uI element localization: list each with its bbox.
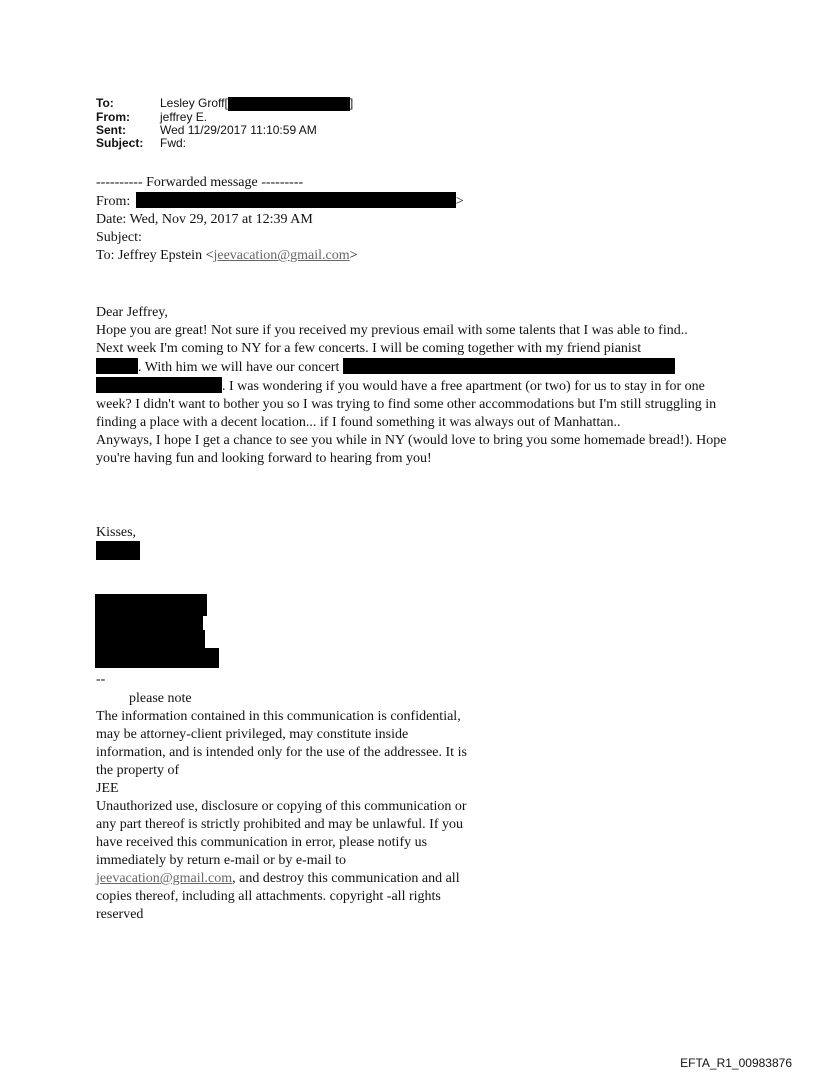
redaction-bar bbox=[96, 358, 138, 374]
disclaimer-email-link[interactable]: jeevacation@gmail.com bbox=[96, 871, 233, 886]
disclaimer-text-3: , and destroy this communication and all copies thereof, including all attachments. copyright -all rights reserved bbox=[96, 871, 460, 922]
redaction-bar bbox=[228, 97, 350, 111]
header-sent-value: Wed 11/29/2017 11:10:59 AM bbox=[160, 123, 317, 137]
message-greeting: Dear Jeffrey, bbox=[96, 305, 168, 320]
forwarded-to-prefix: To: Jeffrey Epstein < bbox=[96, 248, 214, 263]
disclaimer-text-2: Unauthorized use, disclosure or copying of this communication or any part thereof is strictly prohibited and may be unlawful. If you have received this communication in error, please notify us immediately by return e-mail or by e-mail to bbox=[96, 799, 467, 868]
header-subject-value: Fwd: bbox=[160, 136, 187, 150]
forwarded-to-email-link[interactable]: jeevacation@gmail.com bbox=[213, 248, 350, 263]
forwarded-date: Date: Wed, Nov 29, 2017 at 12:39 AM bbox=[96, 212, 313, 227]
forwarded-from-close: > bbox=[455, 194, 464, 209]
message-paragraph-2-part-c: . I was wondering if you would have a free apartment (or two) for us to stay in for one week? I didn't want to bother you so I was trying to find some other accommodations but I'm still struggling in finding a place with a decent location... if I found something it was always out of Manhattan.. bbox=[96, 379, 717, 430]
message-paragraph-2 bbox=[96, 340, 736, 432]
forwarded-banner: ---------- Forwarded message --------- bbox=[96, 175, 304, 190]
header-to-value: Lesley Groff[ bbox=[160, 96, 228, 110]
signature-block-redaction bbox=[95, 630, 205, 650]
legal-disclaimer bbox=[96, 708, 476, 924]
forwarded-to-row bbox=[96, 247, 464, 265]
header-from-value: jeffrey E. bbox=[160, 110, 208, 124]
disclaimer-owner: JEE bbox=[96, 781, 119, 796]
message-body bbox=[96, 304, 736, 468]
header-subject-label: Subject: bbox=[96, 136, 144, 150]
message-paragraph-2-part-a: Next week I'm coming to NY for a few concerts. I will be coming together with my friend pianist bbox=[96, 341, 642, 356]
redaction-bar bbox=[136, 192, 456, 208]
header-subject-row bbox=[96, 137, 353, 150]
forwarded-to-suffix: > bbox=[349, 248, 358, 263]
redaction-bar bbox=[343, 358, 675, 374]
message-paragraph-2-part-b: . With him we will have our concert bbox=[138, 360, 340, 375]
header-sent-label: Sent: bbox=[96, 123, 126, 137]
header-to-label: To: bbox=[96, 96, 114, 110]
document-id: EFTA_R1_00983876 bbox=[680, 1056, 792, 1070]
message-closing: Kisses, bbox=[96, 525, 137, 540]
signature-block-redaction bbox=[95, 594, 207, 616]
forwarded-from-row bbox=[96, 192, 464, 211]
header-to-row bbox=[96, 97, 353, 111]
signature-separator: -- bbox=[96, 672, 106, 687]
message-paragraph-1: Hope you are great! Not sure if you received my previous email with some talents that I was able to find.. bbox=[96, 323, 688, 338]
disclaimer-note: please note bbox=[129, 691, 192, 706]
message-paragraph-3: Anyways, I hope I get a chance to see you while in NY (would love to bring you some homemade bread!). Hope you're having fun and looking forward to hearing from you! bbox=[96, 433, 727, 466]
signature-block-redaction bbox=[95, 648, 219, 668]
forwarded-message-header bbox=[96, 174, 464, 265]
forwarded-subject: Subject: bbox=[96, 230, 142, 245]
disclaimer-text-2-block bbox=[96, 798, 476, 924]
header-to-close: ] bbox=[349, 96, 354, 110]
email-header bbox=[96, 97, 353, 150]
forwarded-from-label: From: bbox=[96, 194, 131, 209]
disclaimer-text-1: The information contained in this communication is confidential, may be attorney-client privileged, may constitute inside information, and is intended only for the use of the addressee. It is the property of bbox=[96, 709, 467, 778]
redaction-bar bbox=[96, 377, 222, 393]
header-from-label: From: bbox=[96, 110, 130, 124]
signature-redaction bbox=[96, 541, 140, 560]
